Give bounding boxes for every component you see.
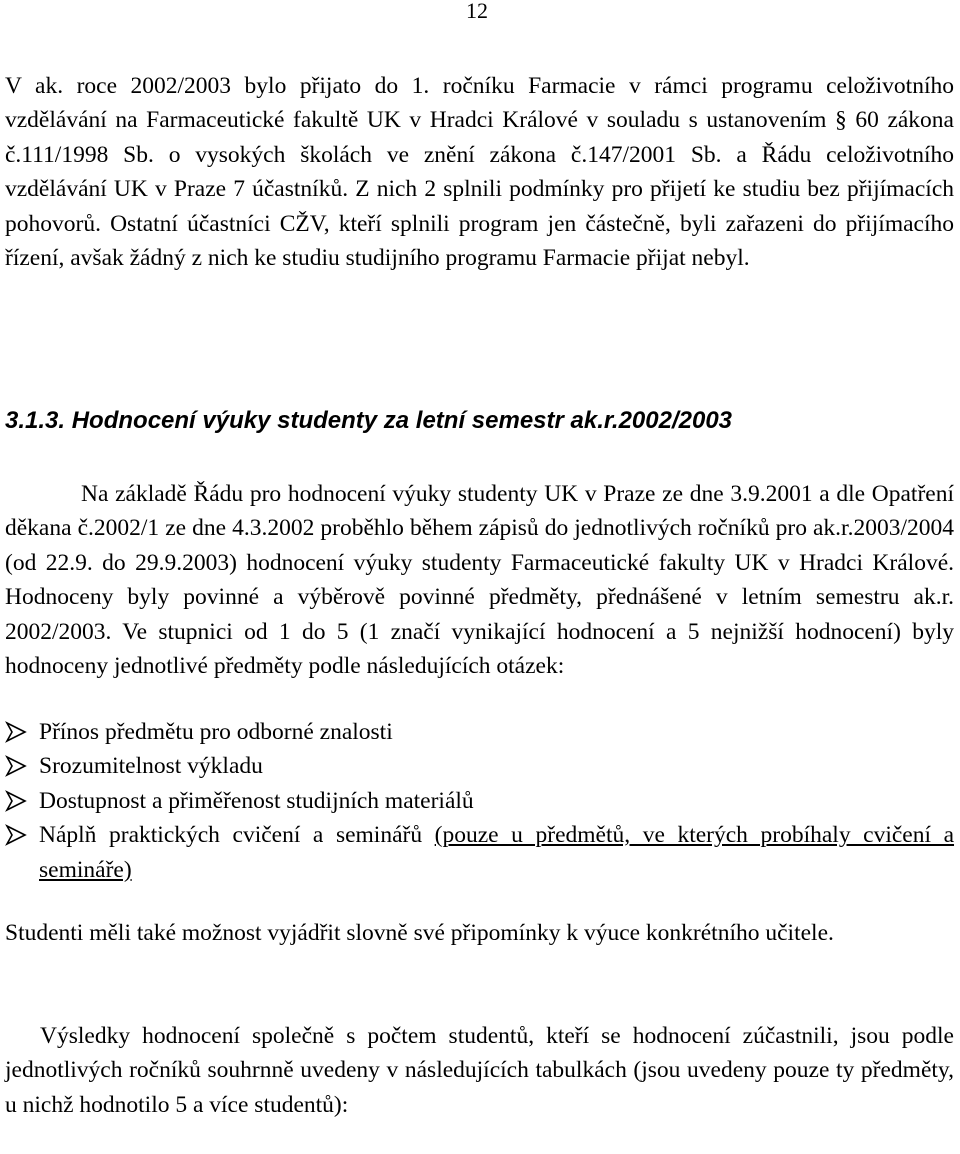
arrow-bullet-icon	[5, 824, 27, 846]
arrow-bullet-icon	[5, 721, 27, 743]
page-number: 12	[466, 0, 488, 23]
list-item-text: Dostupnost a přiměřenost studijních materiálů	[39, 787, 474, 814]
arrow-bullet-icon	[5, 755, 27, 777]
evaluation-questions-list	[5, 715, 954, 887]
section-heading: 3.1.3. Hodnocení výuky studenty za letní semestr ak.r.2002/2003	[5, 407, 733, 434]
paragraph-comments: Studenti měli také možnost vyjádřit slovně své připomínky k výuce konkrétního učitele.	[5, 920, 834, 946]
arrow-bullet-icon	[5, 790, 27, 812]
paragraph-admission: V ak. roce 2002/2003 bylo přijato do 1. ročníku Farmacie v rámci programu celoživotního vzdělávání na Farmaceutické fakultě UK v Hradci Králové v souladu s ustanovením § 60 zákona č.111/1998 Sb. o vysokých školách ve znění zákona č.147/2001 Sb. a Řádu celoživotního vzdělávání UK v Praze 7 účastníků. Z nich 2 splnili podmínky pro přijetí ke studiu bez přijímacích pohovorů. Ostatní účastníci CŽV, kteří splnili program jen částečně, byli zařazeni do přijímacího řízení, avšak žádný z nich ke studiu studijního programu Farmacie přijat nebyl.	[5, 73, 954, 272]
paragraph-evaluation-intro: Na základě Řádu pro hodnocení výuky studenty UK v Praze ze dne 3.9.2001 a dle Opatření děkana č.2002/1 ze dne 4.3.2002 proběhlo během zápisů do jednotlivých ročníků pro ak.r.2003/2004 (od 22.9. do 29.9.2003) hodnocení výuky studenty Farmaceutické fakulty UK v Hradci Králové. Hodnoceny byly povinné a výběrově povinné předměty, přednášené v letním semestru ak.r. 2002/2003. Ve stupnici od 1 do 5 (1 značí vynikající hodnocení a 5 nejnižší hodnocení) byly hodnoceny jednotlivé předměty podle následujících otázek:	[5, 481, 954, 680]
list-item	[5, 818, 954, 887]
list-item-text: Náplň praktických cvičení a seminářů	[39, 822, 423, 849]
list-item-underlined-note: (pouze u předmětů, ve kterých probíhaly cvičení a semináře)	[39, 822, 955, 883]
list-item	[5, 784, 954, 818]
list-item-text: Srozumitelnost výkladu	[39, 753, 263, 780]
list-item-text: Přínos předmětu pro odborné znalosti	[39, 719, 393, 745]
list-item	[5, 715, 954, 749]
paragraph-results: Výsledky hodnocení společně s počtem studentů, kteří se hodnocení zúčastnili, jsou podle jednotlivých ročníků souhrnně uvedeny v následujících tabulkách (jsou uvedeny pouze ty předměty, u nichž hodnotilo 5 a více studentů):	[5, 1023, 954, 1118]
list-item	[5, 749, 954, 783]
